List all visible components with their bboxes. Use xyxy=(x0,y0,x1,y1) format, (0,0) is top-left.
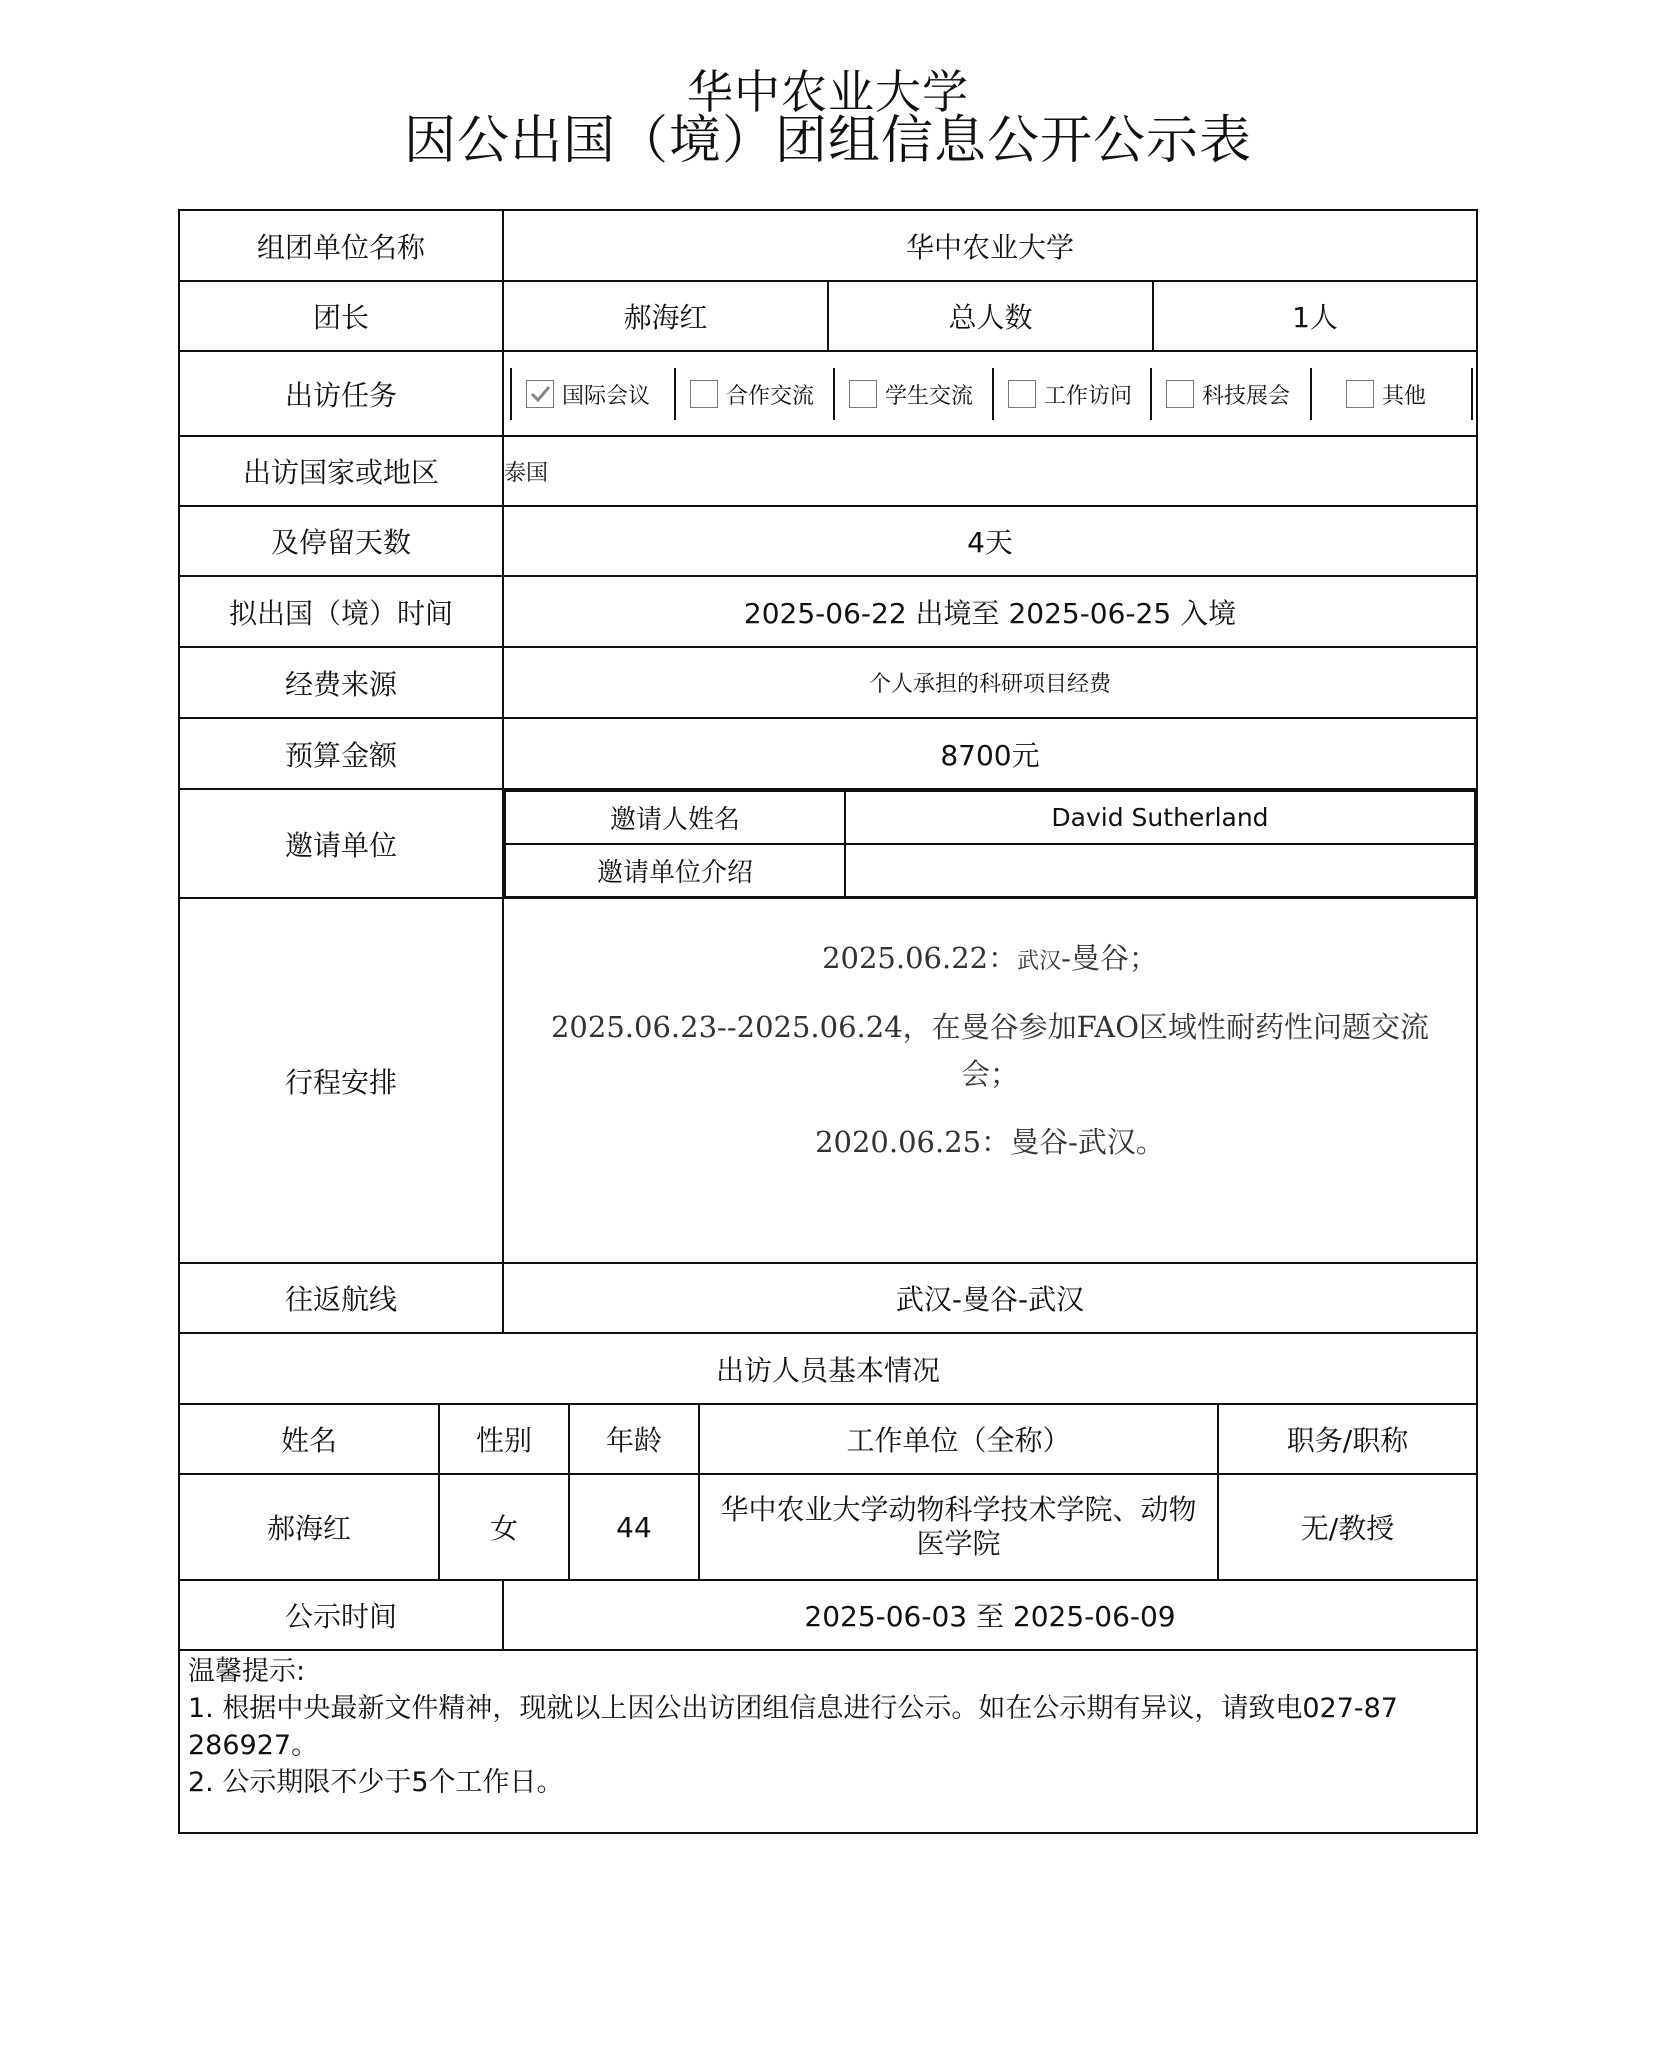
funding-value: 个人承担的科研项目经费 xyxy=(868,672,1111,697)
invite-intro-row xyxy=(506,845,1476,898)
table-row xyxy=(180,1475,1476,1581)
row-itinerary xyxy=(180,899,1476,1264)
task-option-student[interactable] xyxy=(835,368,994,420)
country-value: 泰国 xyxy=(504,460,549,486)
checkbox-icon[interactable] xyxy=(690,380,718,408)
task-option-label: 合作交流 xyxy=(726,383,815,409)
publicity-label: 公示时间 xyxy=(180,1581,504,1649)
person-age: 44 xyxy=(570,1475,700,1579)
checkbox-checked-icon[interactable] xyxy=(526,380,554,408)
invite-subtable xyxy=(504,790,1476,897)
budget-label: 预算金额 xyxy=(180,719,504,788)
leader-label: 团长 xyxy=(180,282,504,350)
task-option-label: 其他 xyxy=(1382,383,1427,409)
days-value: 4天 xyxy=(967,526,1013,559)
itinerary-line-1 xyxy=(524,933,1456,987)
task-options xyxy=(504,352,1476,435)
budget-value: 8700元 xyxy=(940,738,1040,772)
header-name: 姓名 xyxy=(180,1405,440,1473)
row-days xyxy=(180,507,1476,577)
invite-intro-label: 邀请单位介绍 xyxy=(506,845,846,896)
itinerary-line-2: 2025.06.23--2025.06.24，在曼谷参加FAO区域性耐药性问题交流 xyxy=(550,1010,1429,1044)
itinerary-label: 行程安排 xyxy=(180,899,504,1262)
org-label: 组团单位名称 xyxy=(180,211,504,280)
leader-value: 郝海红 xyxy=(504,282,829,350)
task-option-label: 学生交流 xyxy=(885,383,974,409)
document-subtitle: 因公出国（境）团组信息公开公示表 xyxy=(403,111,1252,171)
task-option-label: 工作访问 xyxy=(1044,383,1133,409)
time-value: 2025-06-22 出境至 2025-06-25 入境 xyxy=(743,596,1237,630)
row-budget xyxy=(180,719,1476,790)
route-label: 往返航线 xyxy=(180,1264,504,1332)
row-funding xyxy=(180,648,1476,719)
row-task xyxy=(180,352,1476,437)
row-leader xyxy=(180,282,1476,352)
header-age: 年龄 xyxy=(570,1405,700,1473)
document-title: 华中农业大学 xyxy=(687,65,969,119)
task-option-other[interactable] xyxy=(1312,368,1473,420)
personnel-header-row xyxy=(180,1405,1476,1475)
invite-intro-value xyxy=(846,845,1476,896)
itinerary-dest-1: -曼谷； xyxy=(1061,941,1158,975)
person-name: 郝海红 xyxy=(180,1475,440,1579)
task-option-expo[interactable] xyxy=(1152,368,1312,420)
task-option-label: 国际会议 xyxy=(562,383,651,409)
checkbox-icon[interactable] xyxy=(1346,380,1374,408)
inviter-name-value: David Sutherland xyxy=(846,792,1476,843)
task-option-conference[interactable] xyxy=(510,368,676,420)
publicity-value: 2025-06-03 至 2025-06-09 xyxy=(804,1600,1176,1633)
funding-label: 经费来源 xyxy=(180,648,504,717)
itinerary-line-3: 2020.06.25：曼谷-武汉。 xyxy=(815,1125,1165,1159)
note-line-2: 2. 公示期限不少于5个工作日。 xyxy=(188,1767,564,1798)
person-employer: 华中农业大学动物科学技术学院、动物医学院 xyxy=(700,1475,1219,1579)
time-label: 拟出国（境）时间 xyxy=(180,577,504,646)
reminder-note xyxy=(180,1653,1476,1801)
inviter-name-label: 邀请人姓名 xyxy=(506,792,846,843)
row-time xyxy=(180,577,1476,648)
task-option-visit[interactable] xyxy=(994,368,1152,420)
country-label: 出访国家或地区 xyxy=(180,437,504,505)
itinerary-origin: 武汉 xyxy=(1017,949,1062,974)
row-personnel-title xyxy=(180,1334,1476,1405)
total-value: 1人 xyxy=(1292,301,1338,334)
invite-label: 邀请单位 xyxy=(180,790,504,897)
checkbox-icon[interactable] xyxy=(1008,380,1036,408)
days-label: 及停留天数 xyxy=(180,507,504,575)
itinerary-content xyxy=(504,899,1476,1262)
header-employer: 工作单位（全称） xyxy=(700,1405,1219,1473)
invite-name-row xyxy=(506,792,1476,845)
row-route xyxy=(180,1264,1476,1334)
task-option-label: 科技展会 xyxy=(1202,383,1291,409)
org-value: 华中农业大学 xyxy=(905,230,1074,264)
info-table xyxy=(178,209,1478,1834)
itinerary-line-2b: 会； xyxy=(960,1057,1019,1091)
note-line-1: 1. 根据中央最新文件精神，现就以上因公出访团组信息进行公示。如在公示期有异议，请致电027-87 xyxy=(188,1693,1398,1724)
itinerary-date-1: 2025.06.22： xyxy=(822,941,1018,975)
task-option-cooperation[interactable] xyxy=(676,368,835,420)
personnel-section-title: 出访人员基本情况 xyxy=(715,1353,940,1387)
route-value: 武汉-曼谷-武汉 xyxy=(895,1283,1085,1316)
row-org xyxy=(180,211,1476,282)
task-label: 出访任务 xyxy=(180,352,504,435)
header-title: 职务/职称 xyxy=(1286,1424,1409,1457)
note-line-1b: 286927。 xyxy=(188,1730,319,1761)
row-publicity xyxy=(180,1581,1476,1651)
row-country xyxy=(180,437,1476,507)
checkbox-icon[interactable] xyxy=(1166,380,1194,408)
row-invite xyxy=(180,790,1476,899)
total-label: 总人数 xyxy=(829,282,1154,350)
checkbox-icon[interactable] xyxy=(849,380,877,408)
person-title: 无/教授 xyxy=(1300,1512,1395,1545)
header-gender: 性别 xyxy=(440,1405,570,1473)
note-title: 温馨提示: xyxy=(188,1656,306,1687)
person-gender: 女 xyxy=(440,1475,570,1579)
